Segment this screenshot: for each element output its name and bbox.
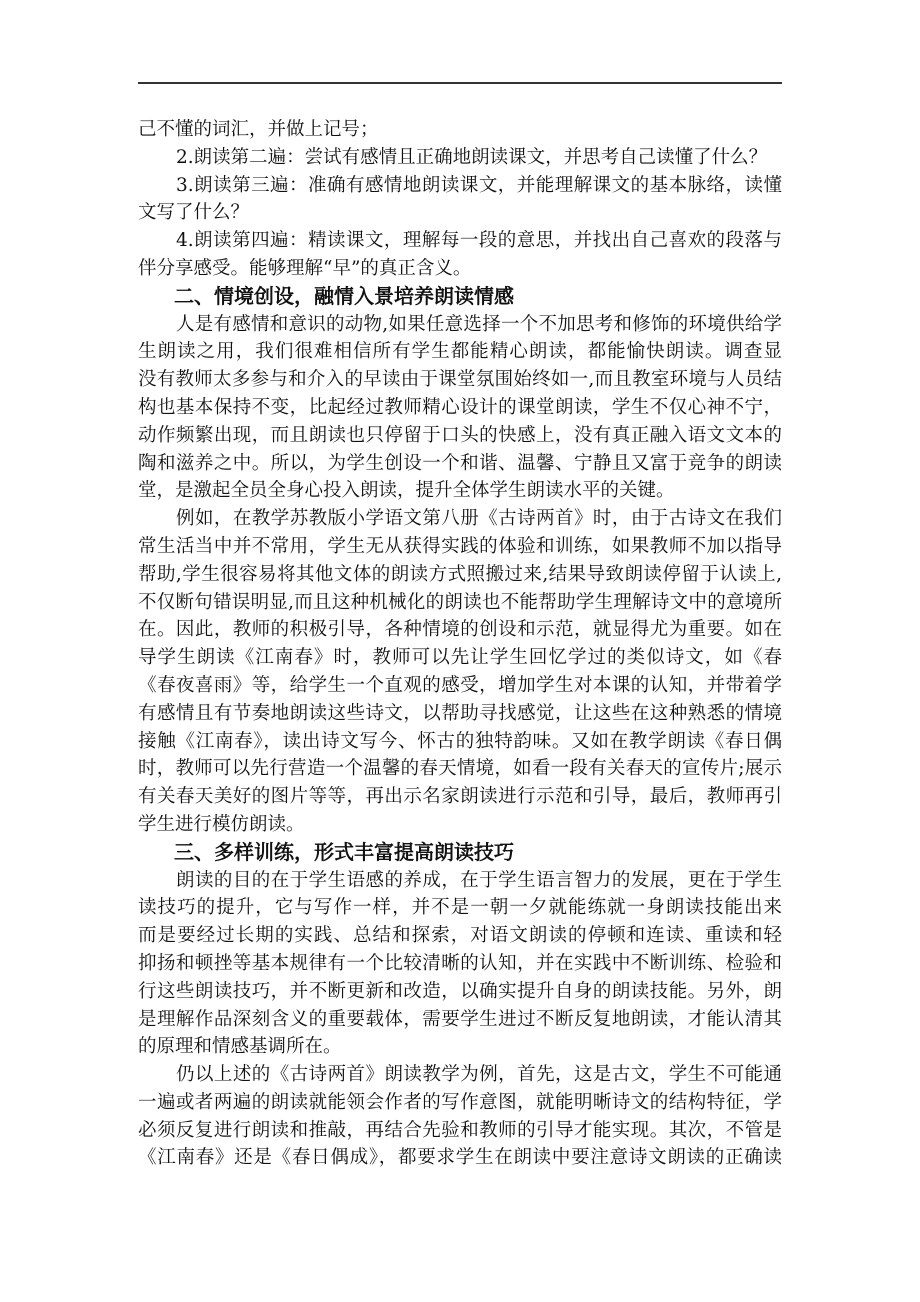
- paragraph-line: 接触《江南春》，读出诗文写今、怀古的独特韵味。又如在教学朗读《春日偶: [138, 730, 782, 752]
- paragraph-line: 是理解作品深刻含义的重要载体，需要学生进过不断反复地朗读，才能认清其: [138, 1008, 782, 1030]
- item-line: 4.朗读第四遍：精读课文，理解每一段的意思，并找出自己喜欢的段落与: [176, 230, 782, 252]
- paragraph-line: 堂，是激起全员全身心投入朗读，提升全体学生朗读水平的关键。: [138, 480, 675, 502]
- paragraph-line: 学生进行模仿朗读。: [138, 813, 305, 835]
- paragraph: [138, 505, 782, 839]
- paragraph-line: 动作频繁出现，而且朗读也只停留于口头的快感上，没有真正融入语文文本的: [138, 424, 782, 446]
- paragraph-line: 必须反复进行朗读和推敲，再结合先验和教师的引导才能实现。其次，不管是: [138, 1119, 782, 1141]
- paragraph-line: 时，教师可以先行营造一个温馨的春天情境，如看一段有关春天的宣传片;展示: [138, 758, 782, 780]
- paragraph-line: 没有教师太多参与和介入的早读由于课堂氛围始终如一,而且教室环境与人员结: [138, 369, 782, 391]
- paragraph-line: 导学生朗读《江南春》时，教师可以先让学生回忆学过的类似诗文，如《春: [138, 647, 782, 669]
- paragraph-line: 朗读的目的在于学生语感的养成，在于学生语言智力的发展，更在于学生: [176, 869, 782, 891]
- paragraph: [138, 311, 782, 506]
- paragraph: [138, 867, 782, 1062]
- paragraph-line: 一遍或者两遍的朗读就能领会作者的写作意图，就能明晰诗文的结构特征，学: [138, 1091, 782, 1113]
- paragraph-line: 例如，在教学苏教版小学语文第八册《古诗两首》时，由于古诗文在我们: [176, 508, 782, 530]
- paragraph-line: 抑扬和顿挫等基本规律有一个比较清晰的认知，并在实践中不断训练、检验和: [138, 952, 782, 974]
- paragraph-line: 而是要经过长期的实践、总结和探索，对语文朗读的停顿和连读、重读和轻: [138, 925, 782, 947]
- paragraph-line: 构也基本保持不变，比起经过教师精心设计的课堂朗读，学生不仅心神不宁，: [138, 396, 782, 418]
- paragraph-line: 生朗读之用，我们很难相信所有学生都能精心朗读，都能愉快朗读。调查显: [138, 341, 782, 363]
- document-body: [138, 116, 782, 1172]
- paragraph-line: 陶和滋养之中。所以，为学生创设一个和谐、温馨、宁静且又富于竞争的朗读: [138, 452, 782, 474]
- paragraph-line: 帮助,学生很容易将其他文体的朗读方式照搬过来,结果导致朗读停留于认读上,: [138, 563, 782, 585]
- paragraph-line: 的原理和情感基调所在。: [138, 1036, 342, 1058]
- paragraph-line: 读技巧的提升，它与写作一样，并不是一朝一夕就能练就一身朗读技能出来: [138, 897, 782, 919]
- paragraph-line: 人是有感情和意识的动物,如果任意选择一个不加思考和修饰的环境供给学: [176, 313, 782, 335]
- item-line: 文写了什么？: [138, 202, 250, 224]
- paragraph-line: 有关春天美好的图片等等，再出示名家朗读进行示范和引导，最后，教师再引: [138, 786, 782, 808]
- paragraph-line: 行这些朗读技巧，并不断更新和改造，以确实提升自身的朗读技能。另外，朗: [138, 980, 782, 1002]
- paragraph-line: 在。因此，教师的积极引导，各种情境的创设和示范，就显得尤为重要。如在: [138, 619, 782, 641]
- section-heading-2: 二、情境创设，融情入景培养朗读情感: [174, 283, 514, 308]
- header-rule: [138, 82, 782, 84]
- item-line: 己不懂的词汇，并做上记号；: [138, 119, 379, 140]
- paragraph-line: 仍以上述的《古诗两首》朗读教学为例，首先，这是古文，学生不可能通: [176, 1064, 782, 1086]
- paragraph-line: 常生活当中并不常用，学生无从获得实践的体验和训练，如果教师不加以指导: [138, 535, 782, 557]
- paragraph: [138, 1061, 782, 1172]
- item-line: 3.朗读第三遍：准确有感情地朗读课文，并能理解课文的基本脉络，读懂: [176, 174, 782, 196]
- item-line: 2.朗读第二遍：尝试有感情且正确地朗读课文，并思考自己读懂了什么？: [176, 146, 768, 168]
- paragraph-line: 《春夜喜雨》等，给学生一个直观的感受，增加学生对本课的认知，并带着学: [138, 674, 782, 696]
- section-heading-3: 三、多样训练，形式丰富提高朗读技巧: [174, 839, 514, 864]
- paragraph-line: 不仅断句错误明显,而且这种机械化的朗读也不能帮助学生理解诗文中的意境所: [138, 591, 782, 613]
- paragraph-line: 有感情且有节奏地朗读这些诗文，以帮助寻找感觉，让这些在这种熟悉的情境: [138, 702, 782, 724]
- item-line: 伴分享感受。能够理解“早”的真正含义。: [138, 257, 472, 279]
- paragraph-line: 《江南春》还是《春日偶成》，都要求学生在朗读中要注意诗文朗读的正确读: [138, 1147, 782, 1169]
